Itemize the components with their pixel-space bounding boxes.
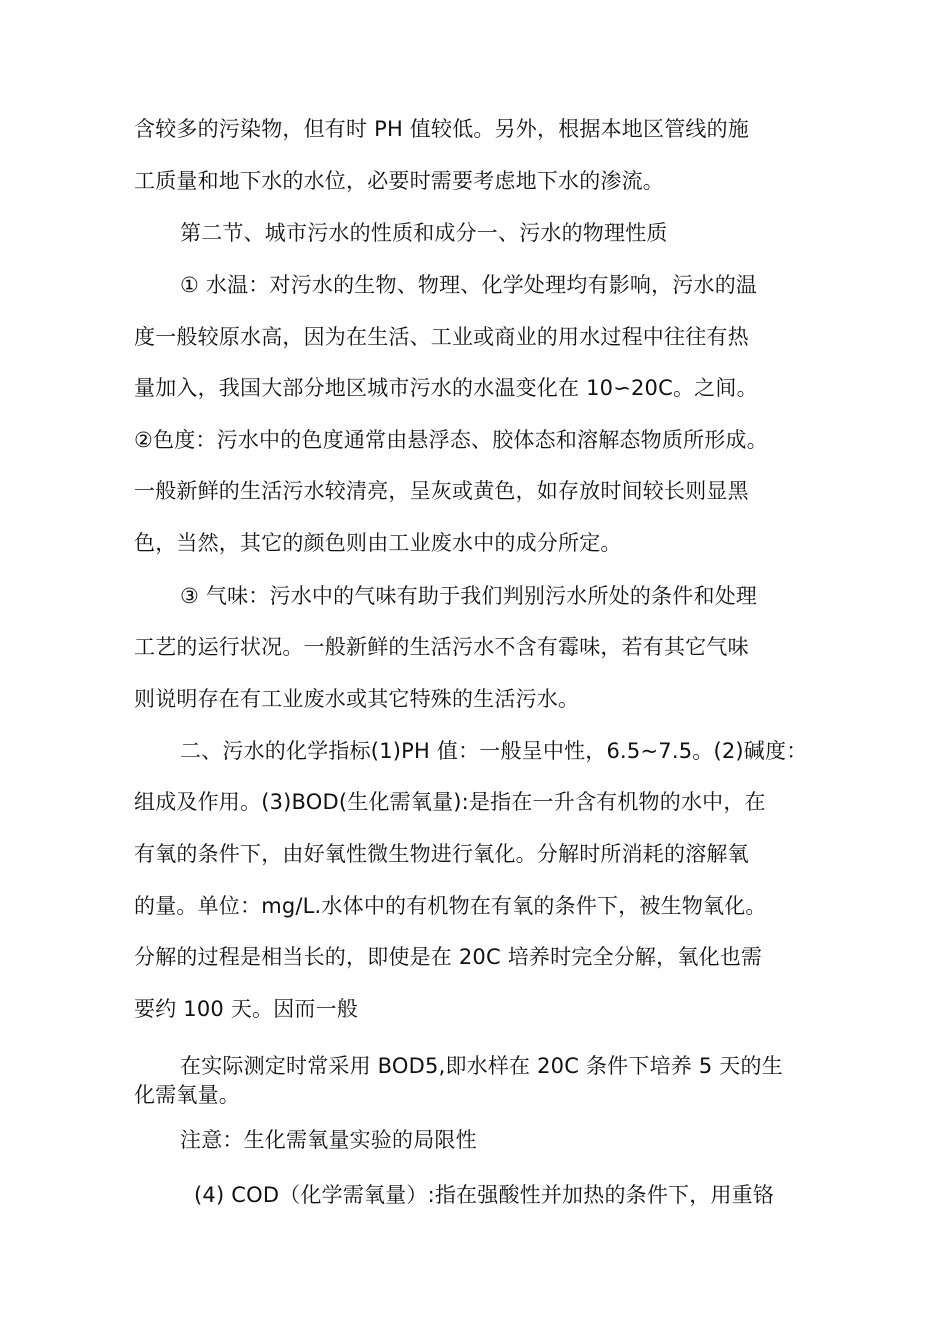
text-line: 二、污水的化学指标(1)PH 值：一般呈中性，6.5~7.5。(2)碱度： [180, 739, 808, 763]
text-line: 在实际测定时常采用 BOD5,即水样在 20C 条件下培养 5 天的生 [180, 1054, 783, 1078]
text-line: 注意：生化需氧量实验的局限性 [180, 1128, 477, 1152]
text-line: ②色度：污水中的色度通常由悬浮态、胶体态和溶解态物质所形成。 [134, 428, 768, 452]
text-line: 化需氧量。 [134, 1083, 240, 1107]
text-line: 有氧的条件下，由好氧性微生物进行氧化。分解时所消耗的溶解氧 [134, 842, 749, 866]
text-line: 要约 100 天。因而一般 [134, 997, 359, 1021]
text-line: (4) COD（化学需氧量）:指在强酸性并加热的条件下，用重铬 [194, 1183, 775, 1207]
section-heading: 第二节、城市污水的性质和成分一、污水的物理性质 [180, 221, 668, 245]
text-line: ③ 气味：污水中的气味有助于我们判别污水所处的条件和处理 [180, 584, 758, 608]
text-line: 色，当然，其它的颜色则由工业废水中的成分所定。 [134, 531, 622, 555]
text-line: 一般新鲜的生活污水较清亮，呈灰或黄色，如存放时间较长则显黑 [134, 479, 749, 503]
text-line: 含较多的污染物，但有时 PH 值较低。另外，根据本地区管线的施 [134, 117, 750, 141]
text-line: 量加入，我国大部分地区城市污水的水温变化在 10∽20C。之间。 [134, 376, 758, 400]
text-line: 工质量和地下水的水位，必要时需要考虑地下水的渗流。 [134, 169, 664, 193]
text-line: 度一般较原水高，因为在生活、工业或商业的用水过程中往往有热 [134, 325, 749, 349]
text-line: 则说明存在有工业废水或其它特殊的生活污水。 [134, 687, 580, 711]
text-line: 工艺的运行状况。一般新鲜的生活污水不含有霉味，若有其它气味 [134, 635, 749, 659]
text-line: 组成及作用。(3)BOD(生化需氧量):是指在一升含有机物的水中，在 [134, 790, 766, 814]
text-line: 的量。单位：mg/L.水体中的有机物在有氧的条件下，被生物氧化。 [134, 894, 767, 918]
text-line: ① 水温：对污水的生物、物理、化学处理均有影响，污水的温 [180, 273, 758, 297]
text-line: 分解的过程是相当长的，即使是在 20C 培养时完全分解，氧化也需 [134, 945, 763, 969]
